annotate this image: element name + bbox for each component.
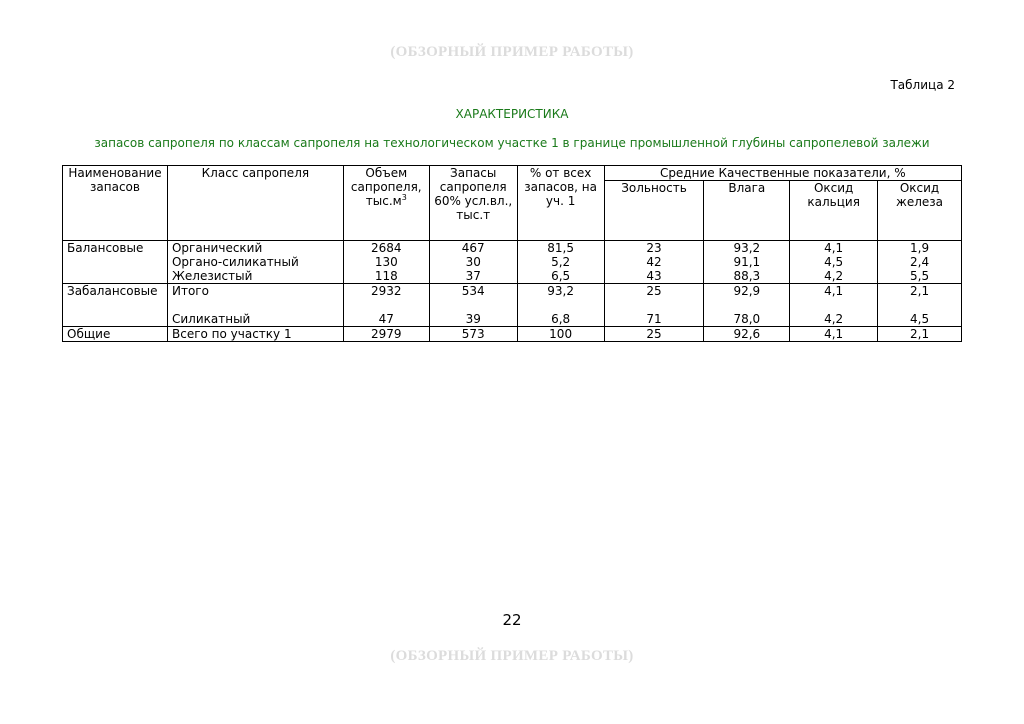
calcium-cell: 4,1	[790, 327, 878, 342]
header-ash: Зольность	[604, 181, 704, 241]
stock-cell: 467 30 37	[429, 241, 517, 284]
ash-cell: 23 42 43	[604, 241, 704, 284]
header-percent: % от всех запасов, на уч. 1	[517, 166, 604, 241]
class-cell: Всего по участку 1	[167, 327, 343, 342]
volume-cell: 2932 47	[343, 284, 429, 327]
iron-cell: 1,9 2,4 5,5	[878, 241, 962, 284]
page-number: 22	[502, 611, 522, 629]
calcium-cell: 4,1 4,2	[790, 284, 878, 327]
ash-cell: 25 71	[604, 284, 704, 327]
group-name: Забалансовые	[63, 284, 168, 327]
header-moisture: Влага	[704, 181, 790, 241]
header-iron: Оксид железа	[878, 181, 962, 241]
table-row-balance	[63, 241, 962, 284]
group-name: Балансовые	[63, 241, 168, 284]
table-row-offbalance	[63, 284, 962, 327]
volume-cell: 2684 130 118	[343, 241, 429, 284]
table-title: ХАРАКТЕРИСТИКА	[455, 107, 569, 121]
table-number: Таблица 2	[890, 78, 955, 92]
header-name: Наименование запасов	[63, 166, 168, 241]
group-name: Общие	[63, 327, 168, 342]
class-cell: Органический Органо-силикатный Железистый	[167, 241, 343, 284]
ash-cell: 25	[604, 327, 704, 342]
iron-cell: 2,1	[878, 327, 962, 342]
reserves-table	[62, 165, 962, 342]
table-subtitle: запасов сапропеля по классам сапропеля на технологическом участке 1 в границе промышленной глубины сапропелевой залежи	[94, 136, 930, 150]
watermark-bottom: (ОБЗОРНЫЙ ПРИМЕР РАБОТЫ)	[390, 648, 634, 664]
header-volume: Объем сапропеля, $тыс.м^3$	[343, 166, 429, 241]
volume-cell: 2979	[343, 327, 429, 342]
class-cell: Итого Силикатный	[167, 284, 343, 327]
header-stock: Запасы сапропеля 60% усл.вл., тыс.т	[429, 166, 517, 241]
watermark-top: (ОБЗОРНЫЙ ПРИМЕР РАБОТЫ)	[390, 44, 634, 60]
header-quality-group: Средние Качественные показатели, %	[604, 166, 961, 181]
percent-cell: 100	[517, 327, 604, 342]
stock-cell: 573	[429, 327, 517, 342]
table-row-total	[63, 327, 962, 342]
moisture-cell: 92,6	[704, 327, 790, 342]
stock-cell: 534 39	[429, 284, 517, 327]
header-class: Класс сапропеля	[167, 166, 343, 241]
percent-cell: 93,2 6,8	[517, 284, 604, 327]
iron-cell: 2,1 4,5	[878, 284, 962, 327]
percent-cell: 81,5 5,2 6,5	[517, 241, 604, 284]
header-volume-sup: 3	[401, 193, 407, 202]
header-calcium: Оксид кальция	[790, 181, 878, 241]
moisture-cell: 93,2 91,1 88,3	[704, 241, 790, 284]
calcium-cell: 4,1 4,5 4,2	[790, 241, 878, 284]
moisture-cell: 92,9 78,0	[704, 284, 790, 327]
